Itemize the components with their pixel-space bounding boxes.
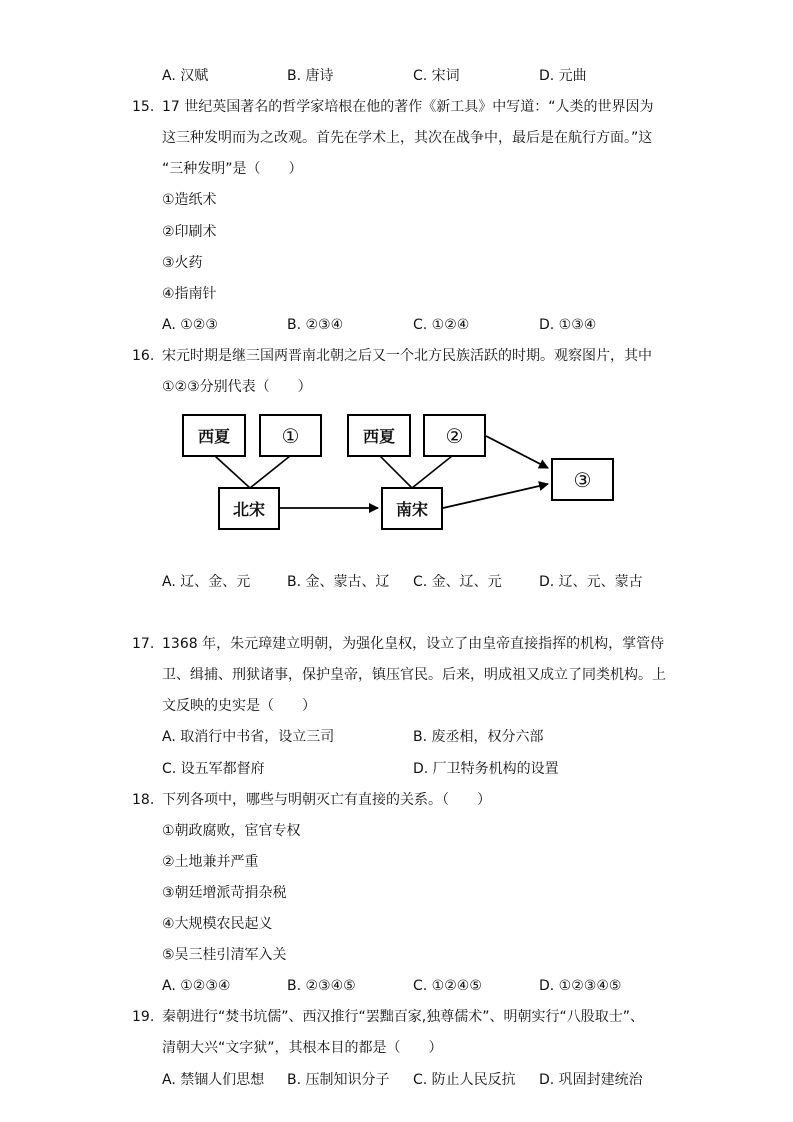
question-text: 秦朝进行“焚书坑儒”、西汉推行“罢黜百家,独尊儒术”、明朝实行“八股取士”、	[162, 1009, 644, 1025]
box-circle-1: ①	[259, 414, 322, 457]
option-d: D. ①③④	[539, 317, 597, 333]
question-number: 16.	[132, 348, 155, 364]
connector-line	[250, 456, 290, 488]
option-a: A. 汉赋	[162, 68, 209, 84]
list-item: ③火药	[162, 255, 203, 271]
list-item: ①朝政腐败，宦官专权	[162, 823, 301, 839]
option-d: D. ①②③④⑤	[539, 978, 622, 994]
option-d: D. 元曲	[539, 68, 587, 84]
option-a: A. ①②③④	[162, 978, 231, 994]
connector-line	[380, 456, 412, 488]
option-b: B. 压制知识分子	[287, 1072, 390, 1088]
question-text: ①②③分别代表（ ）	[162, 379, 312, 395]
question-text: 17 世纪英国著名的哲学家培根在他的著作《新工具》中写道：“人类的世界因为	[162, 99, 654, 115]
list-item: ⑤吴三桂引清军入关	[162, 947, 287, 963]
option-c: C. 防止人民反抗	[413, 1072, 516, 1088]
option-a: A. 辽、金、元	[162, 574, 251, 590]
option-b: B. ②③④	[287, 317, 344, 333]
box-circle-3: ③	[551, 458, 614, 501]
option-d: D. 巩固封建统治	[539, 1072, 643, 1088]
option-c: C. 设五军都督府	[162, 761, 265, 777]
list-item: ③朝廷增派苛捐杂税	[162, 885, 287, 901]
list-item: ④大规模农民起义	[162, 916, 273, 932]
question-number: 19.	[132, 1009, 155, 1025]
question-number: 17.	[132, 636, 155, 652]
option-a: A. 禁锢人们思想	[162, 1072, 265, 1088]
option-b: B. 金、蒙古、辽	[287, 574, 390, 590]
option-a: A. ①②③	[162, 317, 218, 333]
question-text: 文反映的史实是（ ）	[162, 698, 316, 714]
question-text: 下列各项中，哪些与明朝灭亡有直接的关系。（ ）	[162, 792, 491, 808]
connector-line	[215, 456, 250, 488]
question-text: 1368 年，朱元璋建立明朝，为强化皇权，设立了由皇帝直接指挥的机构，掌管侍	[162, 636, 665, 652]
option-c: C. ①②④⑤	[413, 978, 482, 994]
list-item: ②土地兼并严重	[162, 854, 259, 870]
option-c: C. 宋词	[413, 68, 460, 84]
option-a: A. 取消行中书省，设立三司	[162, 729, 335, 745]
question-number: 15.	[132, 99, 155, 115]
question-text: 卫、缉捕、刑狱诸事，保护皇帝，镇压官民。后来，明成祖又成立了同类机构。上	[162, 667, 666, 683]
option-b: B. 唐诗	[287, 68, 334, 84]
arrow-line	[443, 484, 548, 508]
connector-line	[412, 456, 452, 488]
question-text: 宋元时期是继三国两晋南北朝之后又一个北方民族活跃的时期。观察图片，其中	[162, 348, 652, 364]
option-d: D. 厂卫特务机构的设置	[413, 761, 559, 777]
question-text: 清朝大兴“文字狱”，其根本目的都是（ ）	[162, 1040, 443, 1056]
option-d: D. 辽、元、蒙古	[539, 574, 643, 590]
question-number: 18.	[132, 792, 155, 808]
question-text: “三种发明”是（ ）	[162, 161, 303, 177]
option-b: B. ②③④⑤	[287, 978, 356, 994]
box-nansong: 南宋	[381, 487, 443, 530]
list-item: ④指南针	[162, 286, 217, 302]
box-xixia-1: 西夏	[182, 414, 246, 457]
box-circle-2: ②	[423, 414, 486, 457]
box-beisong: 北宋	[218, 487, 280, 530]
option-c: C. ①②④	[413, 317, 470, 333]
option-c: C. 金、辽、元	[413, 574, 502, 590]
list-item: ②印刷术	[162, 224, 217, 240]
box-xixia-2: 西夏	[347, 414, 411, 457]
question-text: 这三种发明而为之改观。首先在学术上，其次在战争中，最后是在航行方面。”这	[162, 130, 653, 146]
arrow-line	[486, 436, 548, 468]
list-item: ①造纸术	[162, 192, 217, 208]
option-b: B. 废丞相，权分六部	[413, 729, 544, 745]
